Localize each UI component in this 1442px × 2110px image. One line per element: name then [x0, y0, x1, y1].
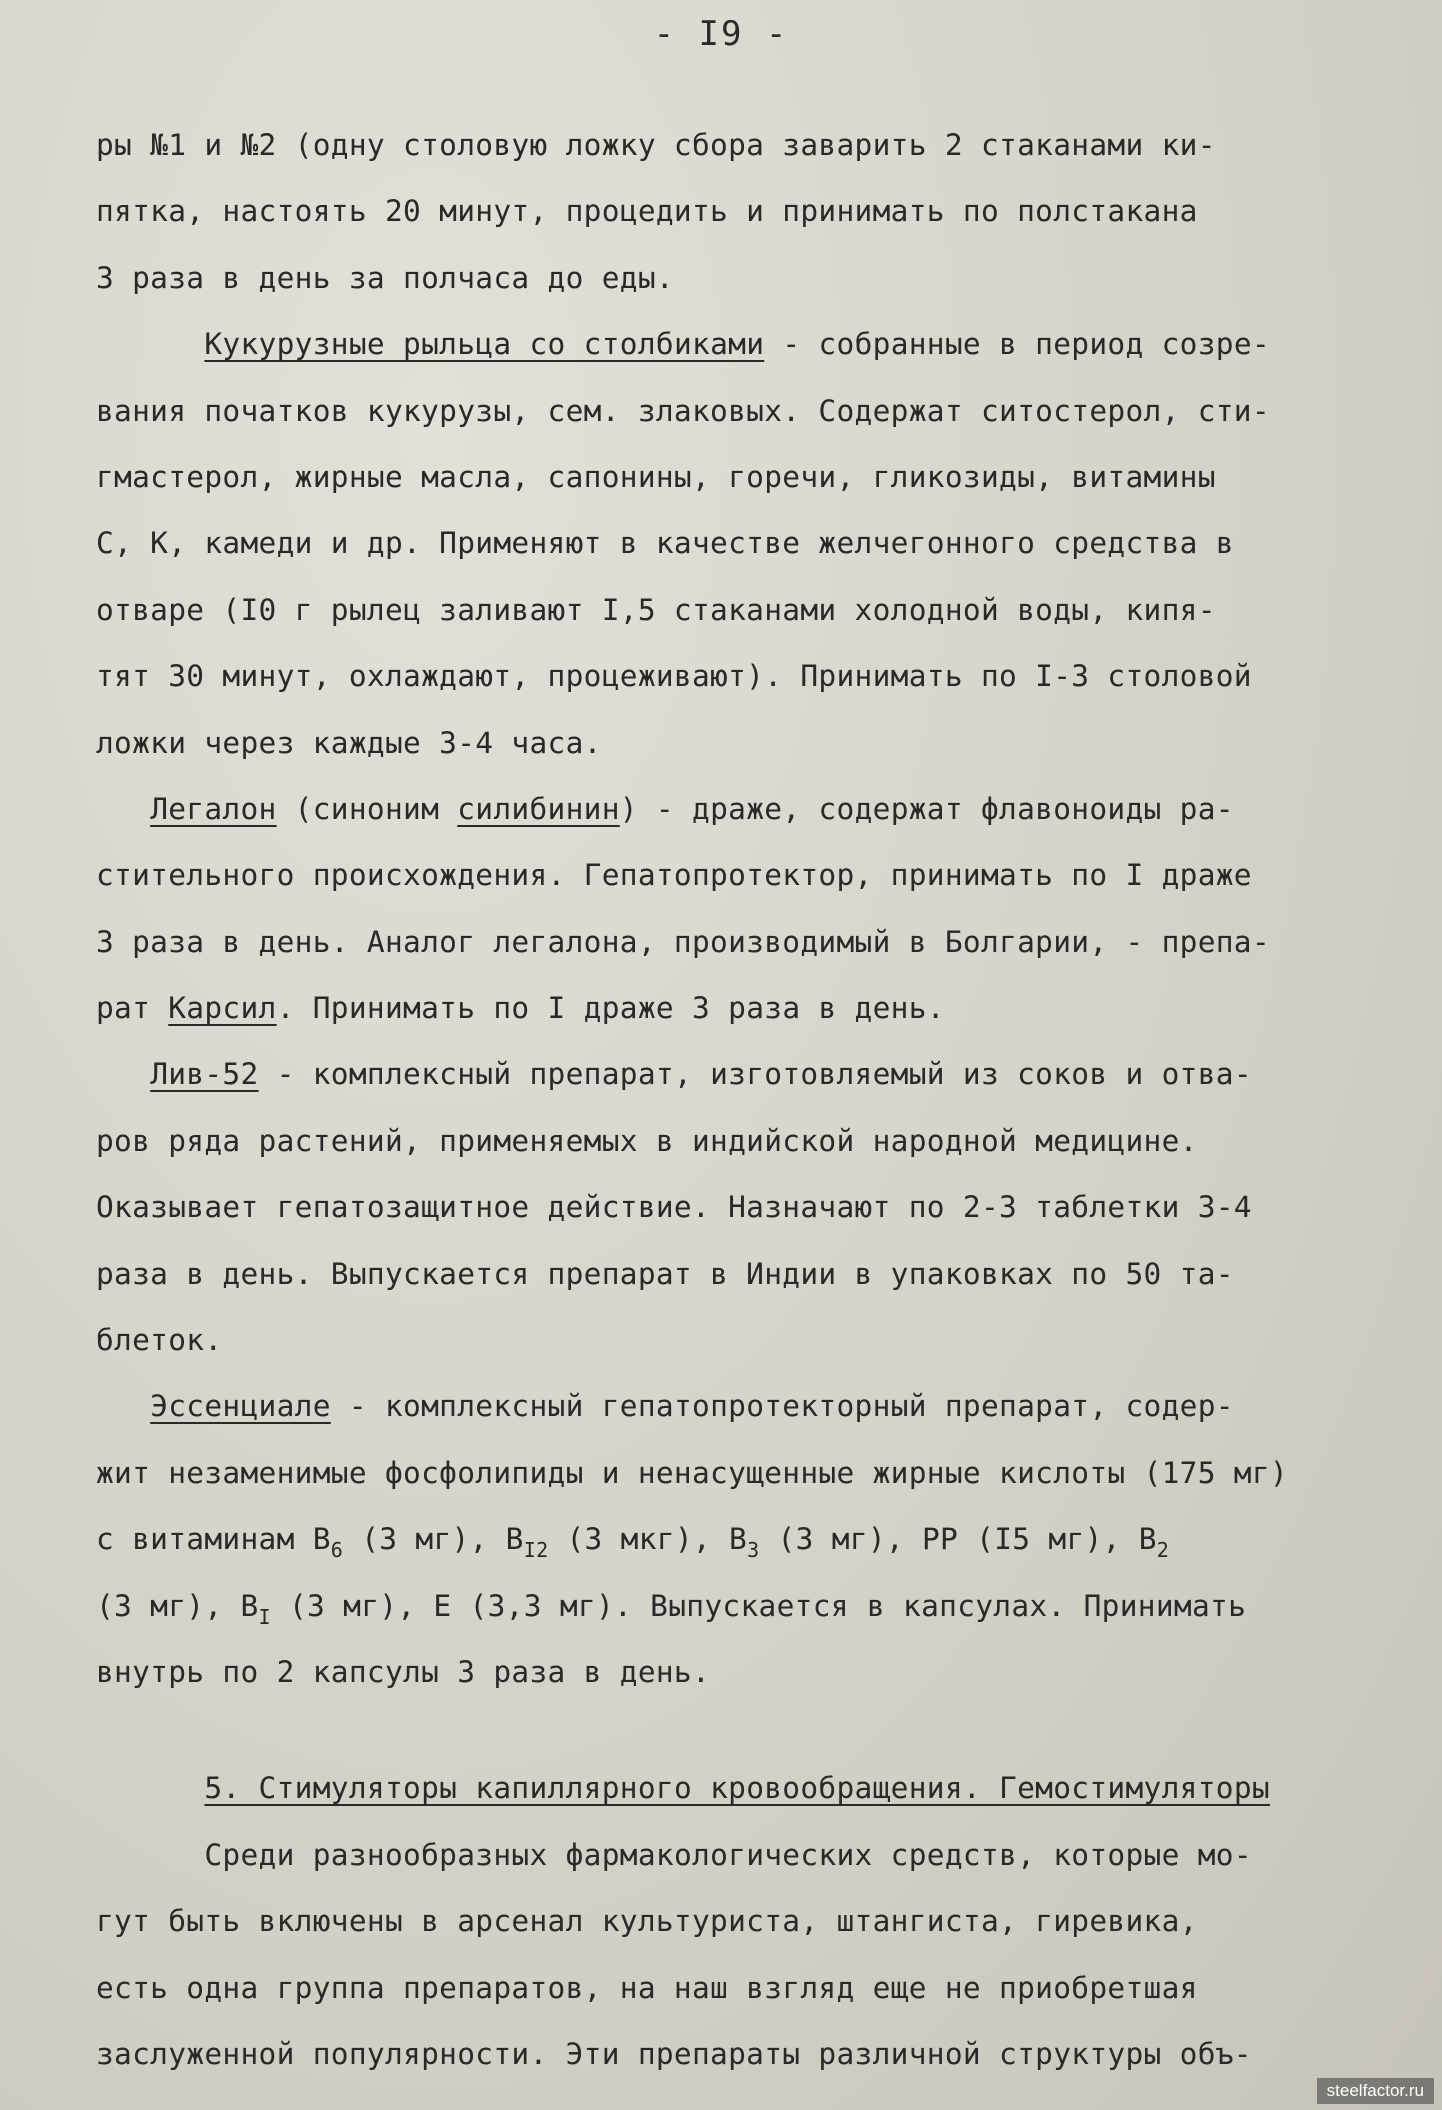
text-line: гмастерол, жирные масла, сапонины, горечи, гликозиды, витамины [96, 459, 1216, 494]
term-legalon: Легалон [150, 791, 277, 826]
document-body [96, 112, 1396, 2087]
text-line: есть одна группа препаратов, на наш взгляд еще не приобретшая [96, 1970, 1198, 2005]
text-line: ров ряда растений, применяемых в индийской народной медицине. [96, 1123, 1198, 1158]
text-line: Оказывает гепатозащитное действие. Назначают по 2-3 таблетки 3-4 [96, 1190, 1252, 1225]
text-line: Кукурузные рыльца со столбиками - собранные в период созре- [204, 327, 1270, 362]
text-line: (3 мг), $В_I$ (3 мг), Е (3,3 мг). Выпускается в капсулах. Принимать [96, 1588, 1247, 1629]
paragraph-herbal-collection [96, 112, 1396, 311]
text-line: С, К, камеди и др. Применяют в качестве желчегонного средства в [96, 526, 1234, 561]
text-line: ложки через каждые 3-4 часа. [96, 725, 602, 760]
text-line: рат Карсил. Принимать по I драже 3 раза в день. [96, 991, 945, 1026]
term-silibinin: силибинин [457, 791, 620, 826]
text-line: отваре (I0 г рылец заливают I,5 стаканами холодной воды, кипя- [96, 592, 1216, 627]
text-line: жит незаменимые фосфолипиды и ненасущенные жирные кислоты (175 мг) [96, 1455, 1288, 1490]
text-line: Легалон (синоним силибинин) - драже, содержат флавоноиды ра- [150, 791, 1234, 826]
paragraph-liv52 [96, 1041, 1396, 1373]
text-line: Лив-52 - комплексный препарат, изготовляемый из соков и отва- [150, 1057, 1252, 1092]
term-liv52: Лив-52 [150, 1057, 259, 1092]
paragraph-legalon [96, 776, 1396, 1042]
text-line: стительного происхождения. Гепатопротектор, принимать по I драже [96, 858, 1252, 893]
section-spacer [96, 1705, 1396, 1755]
text-line: ры №1 и №2 (одну столовую ложку сбора заварить 2 стаканами ки- [96, 128, 1216, 162]
text-line: заслуженной популярности. Эти препараты различной структуры объ- [96, 2036, 1252, 2071]
paragraph-corn-silk [96, 311, 1396, 776]
page-number: - I9 - [653, 14, 789, 54]
section-5 [96, 1755, 1396, 2087]
paragraph-essentiale [96, 1373, 1396, 1705]
text-line: гут быть включены в арсенал культуриста, штангиста, гиревика, [96, 1904, 1198, 1939]
text-line: пятка, настоять 20 минут, процедить и принимать по полстакана [96, 194, 1198, 229]
text-line: 3 раза в день. Аналог легалона, производимый в Болгарии, - препа- [96, 924, 1270, 959]
term-essentiale: Эссенциале [150, 1389, 331, 1424]
text-line: вания початков кукурузы, сем. злаковых. Содержат ситостерол, сти- [96, 393, 1270, 428]
text-line: с витаминам $В_6$ (3 мг), $В_{I2}$ (3 мкг), $В_3$ (3 мг), РР (I5 мг), $В_2$ [96, 1522, 1170, 1563]
text-line: раза в день. Выпускается препарат в Индии в упаковках по 50 та- [96, 1256, 1234, 1291]
term-corn-silk: Кукурузные рыльца со столбиками [204, 327, 765, 362]
text-line: внутрь по 2 капсулы 3 раза в день. [96, 1654, 711, 1689]
term-karsil: Карсил [168, 991, 277, 1026]
text-line: тят 30 минут, охлаждают, процеживают). Принимать по I-3 столовой [96, 659, 1252, 694]
section-heading: 5. Стимуляторы капиллярного кровообращения. Гемостимуляторы [204, 1771, 1270, 1806]
text-line: Среди разнообразных фармакологических средств, которые мо- [204, 1837, 1252, 1872]
text-line: 3 раза в день за полчаса до еды. [96, 260, 674, 295]
watermark: steelfactor.ru [1317, 2078, 1434, 2104]
text-line: блеток. [96, 1323, 223, 1358]
text-line: Эссенциале - комплексный гепатопротекторный препарат, содер- [150, 1389, 1234, 1424]
